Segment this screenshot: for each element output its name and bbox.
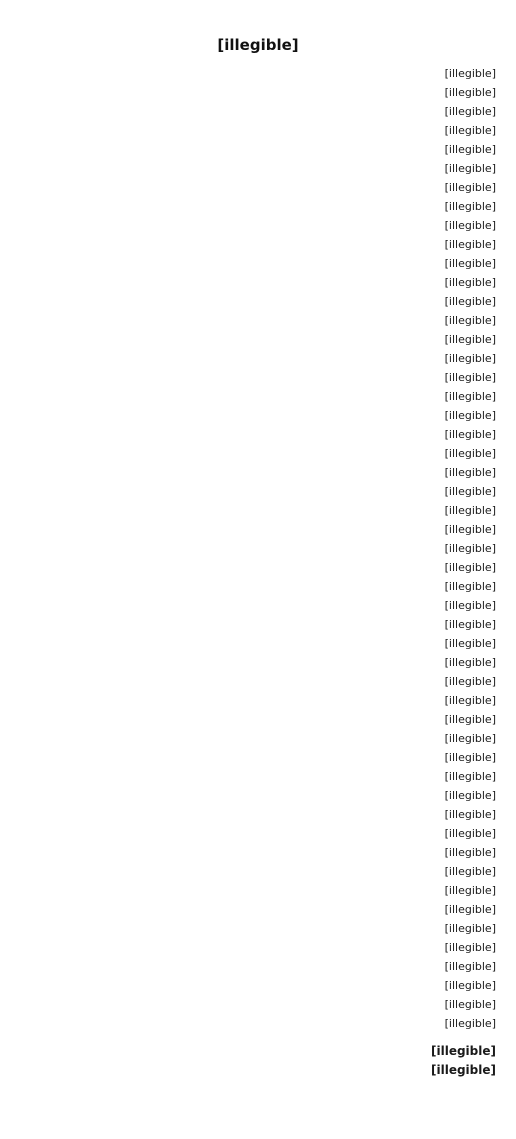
body-line: [illegible] [444, 295, 496, 308]
body-line: [illegible] [444, 713, 496, 726]
body-line: [illegible] [444, 238, 496, 251]
body-line: [illegible] [444, 371, 496, 384]
body-line: [illegible] [444, 865, 496, 878]
body-line: [illegible] [444, 694, 496, 707]
body-line: [illegible] [444, 409, 496, 422]
body-line: [illegible] [444, 751, 496, 764]
body-line: [illegible] [444, 637, 496, 650]
signature-line: [illegible] [431, 1044, 496, 1058]
body-line: [illegible] [444, 447, 496, 460]
body-line: [illegible] [444, 428, 496, 441]
body-line: [illegible] [444, 941, 496, 954]
body-line: [illegible] [444, 124, 496, 137]
body-line: [illegible] [444, 314, 496, 327]
body-line: [illegible] [444, 352, 496, 365]
body-line: [illegible] [444, 808, 496, 821]
body-line: [illegible] [444, 105, 496, 118]
body-line: [illegible] [444, 979, 496, 992]
body-line: [illegible] [444, 580, 496, 593]
body-line: [illegible] [444, 770, 496, 783]
body-line: [illegible] [444, 998, 496, 1011]
body-line: [illegible] [444, 466, 496, 479]
notice-body [20, 64, 496, 1033]
body-line: [illegible] [444, 276, 496, 289]
body-line: [illegible] [444, 67, 496, 80]
body-line: [illegible] [444, 504, 496, 517]
body-line: [illegible] [444, 675, 496, 688]
body-line: [illegible] [444, 903, 496, 916]
body-line: [illegible] [444, 143, 496, 156]
document-id-line: [illegible] [431, 1063, 496, 1077]
body-line: [illegible] [444, 485, 496, 498]
body-line: [illegible] [444, 732, 496, 745]
body-line: [illegible] [444, 162, 496, 175]
body-line: [illegible] [444, 219, 496, 232]
body-line: [illegible] [444, 846, 496, 859]
body-line: [illegible] [444, 789, 496, 802]
body-line: [illegible] [444, 542, 496, 555]
body-line: [illegible] [444, 523, 496, 536]
body-line: [illegible] [444, 333, 496, 346]
notice-title: [illegible] [217, 36, 299, 54]
body-line: [illegible] [444, 960, 496, 973]
body-line: [illegible] [444, 561, 496, 574]
body-line: [illegible] [444, 884, 496, 897]
body-line: [illegible] [444, 618, 496, 631]
body-line: [illegible] [444, 181, 496, 194]
body-line: [illegible] [444, 656, 496, 669]
body-line: [illegible] [444, 1017, 496, 1030]
body-line: [illegible] [444, 200, 496, 213]
body-line: [illegible] [444, 257, 496, 270]
body-line: [illegible] [444, 599, 496, 612]
body-line: [illegible] [444, 827, 496, 840]
body-line: [illegible] [444, 390, 496, 403]
body-line: [illegible] [444, 86, 496, 99]
body-line: [illegible] [444, 922, 496, 935]
